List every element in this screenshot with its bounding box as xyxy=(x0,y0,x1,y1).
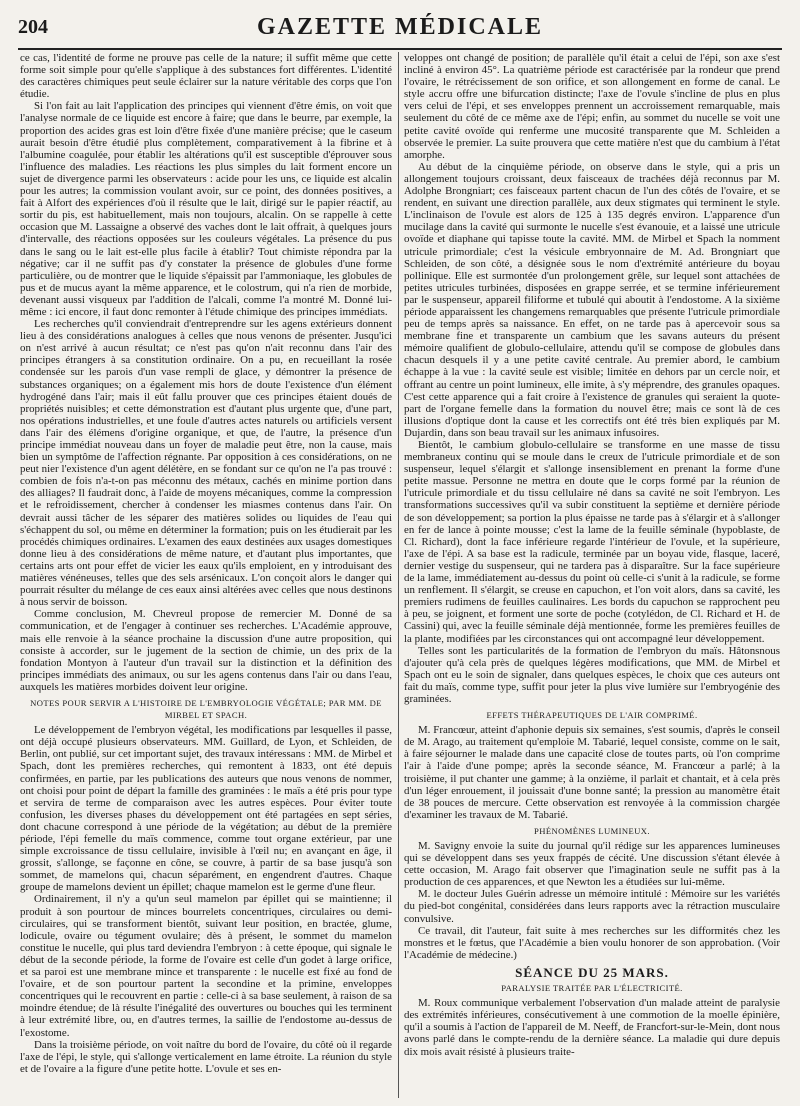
paragraph: Dans la troisième période, on voit naître du bord de l'ovaire, du côté où il regarde l'axe de l'épi, le style, qui s'allonge verticalement en lame étroite. La réunion du style et de l'ovaire a la figure d'une petite hotte. L'ovule et ses en- xyxy=(20,1038,392,1075)
paragraph: Si l'on fait au lait l'application des principes qui viennent d'être émis, on voit que l'analyse normale de ce liquide est encore à faire; que dans le beurre, par exemple, la proportion des acides gras est loin d'être fixée d'une manière précise; que le caseum aurait besoin d'être étudié plus complètement, comparativement à la fibrine et à l'albumine coagulée, pour établir les altérations qu'il est susceptible d'éprouver sous l'influence des maladies. Les réactions les plus simples du lait forment encore un sujet de divergence parmi les observateurs : acide pour les uns, ce liquide est alcalin pour les autres; la commission voulant avoir, sur ce point, des données positives, a fait à Alfort des expériences d'où il résulte que le lait, dirigé sur le papier réactif, au sortir du pis, est habituellement, mais non toujours, alcalin. On se rappelle à cette occasion que M. Lassaigne a observé des vaches dont le lait offrait, à quelques jours d'intervalle, des réactions opposées sur les couleurs végétales. La présence du pus dans le sang ou le lait est-elle plus facile à établir? Tout chimiste répondra par la négative; car il ne suffit pas d'y constater la présence de globules d'une forme particulière, ou de montrer que le liquide s'épaissit par l'ammoniaque, les globules de pus et de mucus ayant la même apparence, et le colostrum, qui n'a rien de morbide, devenant aussi visqueux par l'addition de l'alcali, comme l'a montré M. Donné lui-même : ici encore, il faut donc remonter à l'étude chimique des principes immédiats. xyxy=(20,100,392,318)
page-number: 204 xyxy=(18,16,48,38)
paragraph: M. Francœur, atteint d'aphonie depuis six semaines, s'est soumis, d'après le conseil de M. Arago, au traitement qu'emploie M. Tabarié, lequel consiste, comme on le sait, à faire séjourner le malade dans une capacité close de toutes parts, où l'on comprime l'air à l'aide d'une pompe; après la seconde séance, M. Francœur a parlé; à la troisième, il put chanter une gamme; à la onzième, il parlait et chantait, et à cela près d'un léger enrouement, il jouissait d'une bonne santé; la pression au manomètre était de 38 pouces de mercure. Cette observation est renvoyée à la commission chargée d'examiner les travaux de M. Tabarié. xyxy=(404,724,780,821)
paragraph: Bientôt, le cambium globulo-cellulaire se transforme en une masse de tissu membraneux continu qui se moule dans le creux de l'utricule primordiale et de son suspenseur, lequel s'élargit et s'allonge insensiblement en prenant la forme d'une petite massue. Personne ne mettra en doute que le corps formé par la réunion de l'utricule primordiale et du tissu cellulaire né dans sa cavité ne soit l'embryon. Les transformations successives qu'il va subir constituent la septième et dernière période de son développement; sa portion la plus épaisse ne tarde pas à s'élargir et à s'allonger en fer de lance à pointe mousse; c'est la lame de la feuille séminale (hypoblaste, de Cl. Richard), dont la face inférieure regarde l'intérieur de l'ovule, et la supérieure, l'axe de l'épi. A sa base est la radicule, terminée par un boyau vide, flasque, laceré, dernier vestige du suspenseur, qui ne tardera pas à disparaître. Sur la face supérieure de la lame, immédiatement au-dessus du point où celle-ci s'unit à la radicule, se forme un renflement. Il s'élargit, se creuse en capuchon, et l'on voit alors, dans sa cavité, les premiers rudimens de feuilles caulinaires. Les bords du capuchon se rapprochent peu à peu, se joignent, et forment une sorte de poche (cotylédon, de Cl. Richard et H. de Cassini) qui, avec la feuille séminale déjà mentionnée, forme les premières feuilles de la plante, modifiées par les circonstances qui ont accompagné leur développement. xyxy=(404,439,780,645)
paragraph: Les recherches qu'il conviendrait d'entreprendre sur les agens extérieurs donnent lieu à des considérations analogues à celles que nous venons de présenter. Jusqu'ici on n'est arrivé à aucun résultat; ce n'est pas qu'on n'ait reconnu dans l'air des principes étrangers à sa constitution ordinaire. On a pu, en recueillant la rosée condensée sur les parois d'un vase rempli de glace, y démontrer la présence de substances organiques; on a également mis hors de doute l'existence d'un élément hydrogéné dans l'air; mais il eût fallu prouver que ces principes étaient doués de propriétés nuisibles; et cette démonstration est d'autant plus urgente que, d'une part, nos opérations industrielles, et une foule d'autres actes naturels ou artificiels versent dans l'air des élémens d'origine organique, et que, de l'autre, la présence d'un principe immédiat nouveau dans un foyer de maladie peut être, non la cause, mais bien un symptôme de l'affection régnante. Par opposition à ces considérations, on ne peut nier l'existence d'un agent délétère, en se fondant sur ce qu'on ne l'a pas trouvé : combien de fois n'a-t-on pas méconnu des métaux, cachés en minime portion dans des alliages? Il faudrait donc, à l'aide de moyens mécaniques, comme la compression et le refroidissement, chercher à condenser les miasmes contenus dans l'air. On devrait aussi tâcher de les séparer des matières solides ou liquides de l'eau qui s'échappent du sol, ou même en déterminer la formation; puis on les étudierait par les procédés chimiques ordinaires. L'examen des eaux destinées aux usages domestiques donne lieu à des considérations de même nature, et d'autant plus importantes, que certains arts ont pour effet de vicier les eaux qu'ils emploient, en y introduisant des matières vénéneuses, telles que des sels arsénicaux. L'on conçoit alors le danger qui pourrait résulter du mélange de ces eaux ainsi altérées avec celles que nous destinons à nous servir de boisson. xyxy=(20,318,392,609)
column-divider xyxy=(398,52,399,1098)
section-heading: NOTES POUR SERVIR A L'HISTOIRE DE L'EMBRYOLOGIE VÉGÉTALE; PAR MM. DE MIRBEL ET SPACH. xyxy=(30,697,382,721)
paragraph: Ordinairement, il n'y a qu'un seul mamelon par épillet qui se maintienne; il produit à son pourtour de minces bourrelets concentriques, circulaires ou demi-circulaires, qui se transforment bientôt, suivant leur position, en bractée, glume, lodicule, ovaire ou tégument ovulaire; dès à présent, le sommet du mamelon constitue le nucelle, qui plus tard deviendra l'embryon : à cette époque, qui signale le début de la seconde période, la forme de l'ovaire est celle d'un godet à large orifice, et sa paroi est une membrane mince et transparente : le nucelle est fixé au fond de l'ovaire, et de son pourtour partent la secondine et la primine, enveloppes concentriques qui le recouvrent en partie : celle-ci à sa base seulement, à raison de sa moindre étendue; de là résulte l'inégalité des ouvertures ou bouches qui les terminent à leur extrémité libre, ou, en d'autres termes, la saillie de l'endostome au-dessus de l'exostome. xyxy=(20,893,392,1039)
section-heading: PHÉNOMÈNES LUMINEUX. xyxy=(534,825,650,836)
journal-title: GAZETTE MÉDICALE xyxy=(256,14,544,40)
section-heading: EFFETS THÉRAPEUTIQUES DE L'AIR COMPRIMÉ. xyxy=(486,710,698,721)
paragraph: M. Savigny envoie la suite du journal qu'il rédige sur les apparences lumineuses qui se développent dans ses yeux frappés de cécité. Une discussion s'étant élevée à cette occasion, M. Arago fait observer que l'imagination seule ne suffit pas à la production de ces apparences, et que Newton les a étudiées sur lui-même. xyxy=(404,840,780,889)
paragraph: M. le docteur Jules Guérin adresse un mémoire intitulé : Mémoire sur les variétés du pied-bot congénital, considérées dans leurs rapports avec la rétraction musculaire convulsive. xyxy=(404,888,780,925)
paragraph: Ce travail, dit l'auteur, fait suite à mes recherches sur les difformités chez les monstres et le fœtus, que l'Académie a bien voulu honorer de son approbation. (Voir l'Académie de médecine.) xyxy=(404,924,780,961)
section-heading: PARALYSIE TRAITÉE PAR L'ÉLECTRICITÉ. xyxy=(501,983,683,994)
paragraph: Au début de la cinquième période, on observe dans le style, qui a pris un allongement toujours croissant, deux faisceaux de trachées déjà reconnus par M. Adolphe Brongniart; ces faisceaux partent chacun de l'un des côtés de l'ovaire, et se rendent, en suivant une direction parallèle, aux deux stigmates qui terminent le style. L'inclinaison de l'ovule est alors de 125 à 135 degrés environ. L'apparence d'un mucilage dans la cavité qui surmonte le nucelle s'est évanouie, et a laissé une utricule ovoïde et diaphane qui tapisse toute la cavité. MM. de Mirbel et Spach la nomment utricule primordiale; c'est la vésicule embryonnaire de M. Ad. Brongniart que Schleiden, de son côté, a désignée sous le nom d'extrémité antérieure du boyau pollinique. Elle est surmontée d'un prolongement grêle, sur lequel sont attachées de petites utricules turbinées, disposées en grappe serrée, et se termine inférieurement par le suspenseur, appareil filiforme et tubulé qui aboutit à l'endostome. A la sixième période apparaissent les changemens remarquables que présente l'utricule primordiale peu de temps après sa naissance. En effet, on ne tarde pas à apercevoir sous sa membrane fine et transparente un cambium que les savans auteurs du présent mémoire qualifient de globulo-cellulaire, attendu qu'il se compose de globules dans chacun desquels il y a une petite cavité centrale. Au premier abord, le cambium échappe à la vue : la cavité seule est visible; limitée en dehors par un cercle noir, et offrant au centre un point lumineux, elle imite, à s'y méprendre, des granules opaques. C'est cette apparence qui a fait croire à l'existence de granules qui seraient la quote-part de l'organe femelle dans la formation du nouvel être; mais ce sont là de ces illusions d'optique dont la cause et les correctifs ont été très bien expliqués par M. Dujardin, dans son beau travail sur les animaux infusoires. xyxy=(404,160,780,439)
left-column xyxy=(20,52,392,1098)
paragraph: Telles sont les particularités de la formation de l'embryon du maïs. Hâtonsnous d'ajouter qu'à cela près de quelques légères modifications, que MM. de Mirbel et Spach ont eu le soin de signaler, dans quelques espèces, le choix que ces auteurs ont fait du maïs, comme type, suffit pour jeter la plus vive lumière sur l'embryogénie des graminées. xyxy=(404,644,780,705)
paragraph: veloppes ont changé de position; de parallèle qu'il était a celui de l'épi, son axe s'est incliné à environ 45°. La quatrième période est caractérisée par la rondeur que prend l'ovaire, le rétrécissement de son orifice, et son allongement en forme de canal. Le style accru offre une bifurcation distincte; l'axe de l'ovule s'incline de plus en plus vers celui de l'épi, et ses enveloppes prennent un accroissement remarquable, mais seulement du côté de ce même axe de l'épi; enfin, au sommet du nucelle se voit une petite cavité ovoïde qui renferme une mucosité transparente que M. Schleiden a observée le premier. La suite prouvera que cette matière n'est que du cambium à l'état amorphe. xyxy=(404,52,780,161)
page-header xyxy=(18,12,782,50)
right-column xyxy=(404,52,780,1098)
session-heading: SÉANCE DU 25 MARS. xyxy=(515,964,669,980)
paragraph: M. Roux communique verbalement l'observation d'un malade atteint de paralysie des extrémités inférieures, consécutivement à une commotion de la moelle épinière, qu'il a soumis à l'action de l'appareil de M. Neeff, de Francfort-sur-le-Mein, dont nous avons parlé dans le compte-rendu de la dernière séance. La maladie qui dure depuis dix mois avait résisté à plusieurs traite- xyxy=(404,997,780,1058)
paragraph: Comme conclusion, M. Chevreul propose de remercier M. Donné de sa communication, et de l'engager à continuer ses recherches. L'Académie approuve, mais elle renvoie à la séance prochaine la discussion d'une autre proposition, qui consiste à accorder, sur le jugement de la section de chimie, un des prix de la fondation Montyon à l'auteur d'un travail sur la distinction et la définition des principes immédiats des animaux, ou sur les agens contenus dans l'air ou dans l'eau, auxquels les matières morbides doivent leur origine. xyxy=(20,608,392,693)
paragraph: Le développement de l'embryon végétal, les modifications par lesquelles il passe, ont déjà occupé plusieurs observateurs. MM. Guillard, de Lyon, et Schleiden, de Berlin, ont publié, sur cet important sujet, des travaux intéressans : MM. de Mirbel et Spach, dont les premières recherches, qui remontent à 1833, ont été depuis confirmées, en partie, par les publications des auteurs que nous venons de nommer, ont choisi pour point de départ la famille des graminées : le maïs a été pris pour type et servira de terme de comparaison avec les autres espèces. Pour éviter toute confusion, les diverses phases du développement ont été partagées en sept séries, dont chacune correspond à une période de la végétation; au début de la première période, l'épi femelle du maïs commence, comme tout organe extérieur, par une simple excroissance de tissu cellulaire, invisible à l'œil nu; en avançant en âge, il grossit, s'allonge, se façonne en cône, se couvre, à partir de sa base jusqu'à son sommet, de mamelons qui, chacun séparément, en engendrent d'autres. Chaque groupe de mamelons devient un épillet; chaque mamelon est le germe d'une fleur. xyxy=(20,724,392,894)
paragraph: ce cas, l'identité de forme ne prouve pas celle de la nature; il suffit même que cette forme soit simple pour qu'elle s'applique à des substances fort différentes. L'identité des caractères chimiques peut seule éclairer sur la nature véritable des corps que l'on étudie. xyxy=(20,52,392,101)
